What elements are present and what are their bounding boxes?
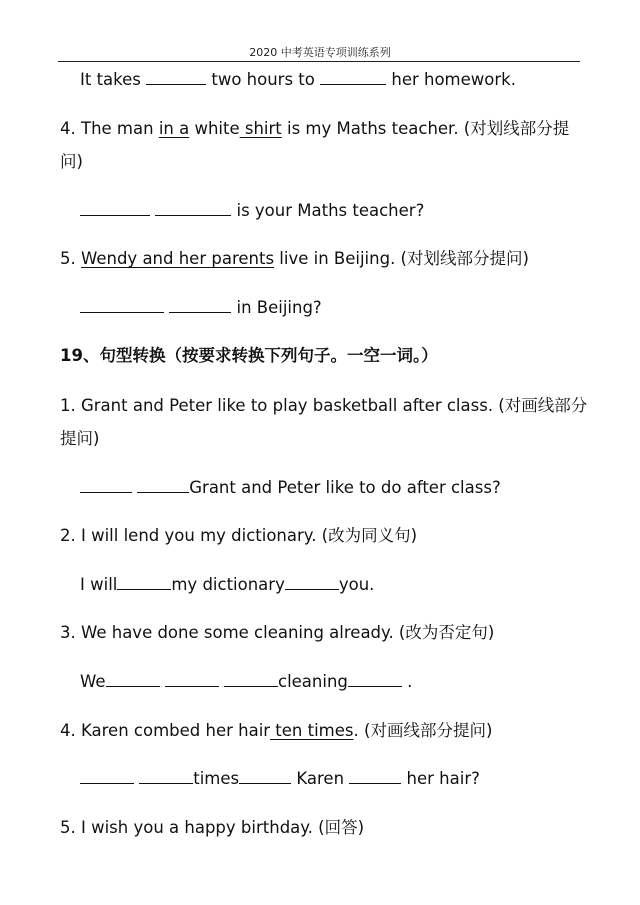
- underlined-text: shirt: [239, 119, 282, 138]
- text: is my Maths teacher. (对划线部分提: [281, 119, 570, 138]
- blank[interactable]: [155, 201, 231, 216]
- underlined-text: ten times: [270, 721, 354, 740]
- blank[interactable]: [239, 769, 291, 784]
- section-19-a2: [80, 574, 374, 596]
- text: It takes: [80, 70, 147, 89]
- text: .: [401, 672, 413, 691]
- underlined-text: in a: [158, 119, 190, 138]
- text: times: [193, 769, 240, 788]
- blank[interactable]: [348, 672, 402, 687]
- text: 4. The man: [60, 119, 159, 138]
- text: white: [189, 119, 240, 138]
- answer-line-4: [80, 200, 424, 222]
- section-19-a1: [80, 477, 501, 499]
- answer-line-5: [80, 297, 322, 319]
- blank[interactable]: [349, 769, 401, 784]
- text: you.: [338, 575, 375, 594]
- blank[interactable]: [146, 70, 206, 85]
- text: . (对画线部分提问): [353, 721, 493, 740]
- section-19-title: 19、句型转换（按要求转换下列句子。一空一词。）: [60, 346, 438, 365]
- blank[interactable]: [80, 769, 134, 784]
- text: We: [80, 672, 106, 691]
- header-divider: [58, 61, 580, 62]
- blank[interactable]: [139, 769, 193, 784]
- question-5: [60, 248, 529, 270]
- underlined-text: Wendy and her parents: [81, 249, 275, 268]
- blank[interactable]: [224, 672, 278, 687]
- text: in Beijing?: [231, 298, 322, 317]
- text: Karen: [291, 769, 350, 788]
- blank[interactable]: [117, 575, 171, 590]
- text: live in Beijing. (对划线部分提问): [274, 249, 529, 268]
- question-4-wrap: 问): [60, 152, 83, 171]
- text: two hours to: [206, 70, 321, 89]
- text: I will: [80, 575, 118, 594]
- section-19-q1-wrap: 提问): [60, 429, 100, 448]
- text: Grant and Peter like to do after class?: [189, 478, 501, 497]
- section-19-a4: [80, 768, 480, 790]
- section-19-q2: 2. I will lend you my dictionary. (改为同义句): [60, 526, 418, 545]
- text: her homework.: [386, 70, 516, 89]
- blank[interactable]: [165, 672, 219, 687]
- page-header-title: 2020 中考英语专项训练系列: [249, 46, 391, 59]
- blank[interactable]: [106, 672, 160, 687]
- text: 4. Karen combed her hair: [60, 721, 271, 740]
- blank[interactable]: [137, 478, 189, 493]
- section-19-a3: [80, 671, 412, 693]
- blank[interactable]: [169, 298, 231, 313]
- blank[interactable]: [80, 478, 132, 493]
- text: 5.: [60, 249, 81, 268]
- section-19-q4: [60, 720, 492, 742]
- text: her hair?: [401, 769, 480, 788]
- answer-line-takes: [80, 69, 516, 91]
- text: my dictionary: [171, 575, 285, 594]
- text: is your Maths teacher?: [231, 201, 425, 220]
- section-19-q1: 1. Grant and Peter like to play basketball after class. (对画线部分: [60, 396, 588, 415]
- question-4: [60, 118, 569, 140]
- blank[interactable]: [285, 575, 339, 590]
- section-19-q5: 5. I wish you a happy birthday. (回答): [60, 818, 365, 837]
- text: cleaning: [278, 672, 348, 691]
- blank[interactable]: [80, 201, 150, 216]
- section-19-q3: 3. We have done some cleaning already. (改为否定句): [60, 623, 495, 642]
- blank[interactable]: [80, 298, 164, 313]
- blank[interactable]: [320, 70, 386, 85]
